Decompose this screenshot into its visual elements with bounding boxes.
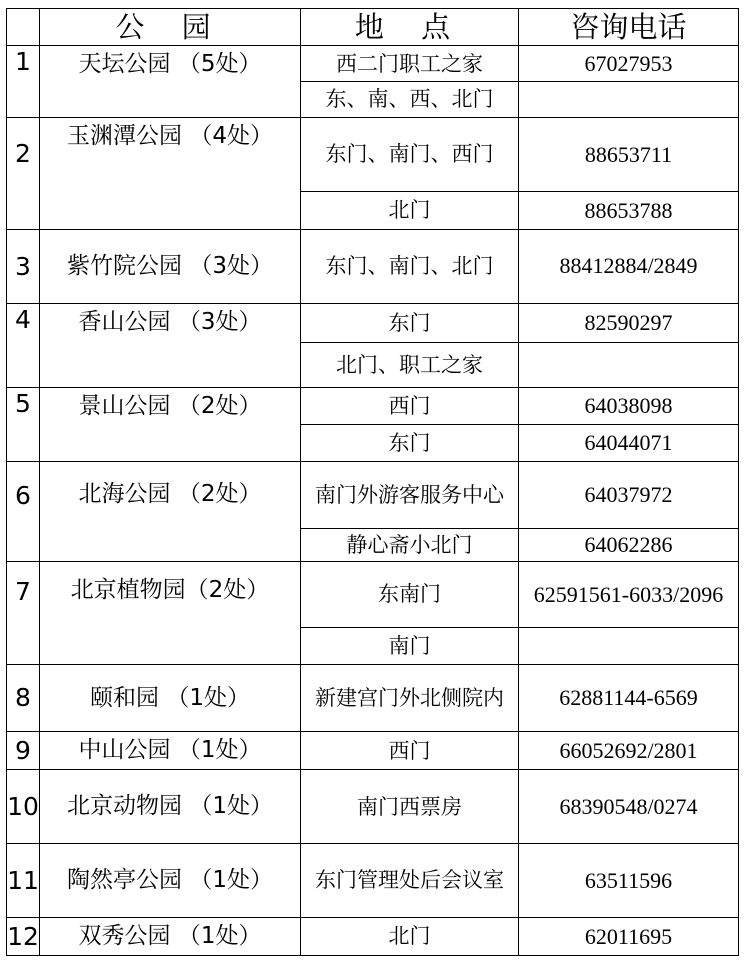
row-number: 1 xyxy=(7,46,40,118)
phone-cell xyxy=(519,627,739,664)
header-number xyxy=(7,9,40,46)
location-cell: 东门 xyxy=(301,303,519,342)
header-park: 公 园 xyxy=(40,9,301,46)
location-cell: 东门、南门、北门 xyxy=(301,229,519,303)
table-row xyxy=(7,303,739,342)
row-number: 6 xyxy=(7,461,40,562)
park-name: 颐和园 （1处） xyxy=(40,664,301,732)
row-number: 11 xyxy=(7,844,40,918)
park-name: 天坛公园 （5处） xyxy=(40,46,301,118)
location-cell: 北门、职工之家 xyxy=(301,342,519,387)
row-number: 5 xyxy=(7,387,40,461)
park-name: 香山公园 （3处） xyxy=(40,303,301,387)
table-row xyxy=(7,229,739,303)
phone-cell: 88653788 xyxy=(519,191,739,229)
phone-cell: 63511596 xyxy=(519,844,739,918)
location-cell: 北门 xyxy=(301,191,519,229)
table-row xyxy=(7,118,739,192)
phone-cell: 66052692/2801 xyxy=(519,732,739,770)
phone-cell xyxy=(519,342,739,387)
row-number: 4 xyxy=(7,303,40,387)
park-name: 中山公园 （1处） xyxy=(40,732,301,770)
header-phone: 咨询电话 xyxy=(519,9,739,46)
phone-cell: 64062286 xyxy=(519,529,739,562)
location-cell: 东南门 xyxy=(301,562,519,628)
row-number: 10 xyxy=(7,770,40,844)
table-row xyxy=(7,387,739,424)
phone-cell: 88653711 xyxy=(519,118,739,192)
location-cell: 西二门职工之家 xyxy=(301,46,519,82)
row-number: 12 xyxy=(7,917,40,955)
header-row xyxy=(7,9,739,46)
park-name: 陶然亭公园 （1处） xyxy=(40,844,301,918)
phone-cell: 68390548/0274 xyxy=(519,770,739,844)
park-name: 北海公园 （2处） xyxy=(40,461,301,562)
phone-cell: 67027953 xyxy=(519,46,739,82)
location-cell: 南门 xyxy=(301,627,519,664)
park-name: 北京植物园（2处） xyxy=(40,562,301,665)
park-name: 玉渊潭公园 （4处） xyxy=(40,118,301,230)
row-number: 3 xyxy=(7,229,40,303)
phone-cell: 82590297 xyxy=(519,303,739,342)
phone-cell: 62881144-6569 xyxy=(519,664,739,732)
phone-cell xyxy=(519,82,739,118)
phone-cell: 62011695 xyxy=(519,917,739,955)
table-row xyxy=(7,732,739,770)
park-contact-table xyxy=(6,8,739,956)
row-number: 9 xyxy=(7,732,40,770)
park-name: 紫竹院公园 （3处） xyxy=(40,229,301,303)
location-cell: 南门外游客服务中心 xyxy=(301,461,519,529)
table-row xyxy=(7,844,739,918)
table-row xyxy=(7,770,739,844)
location-cell: 西门 xyxy=(301,387,519,424)
location-cell: 北门 xyxy=(301,917,519,955)
phone-cell: 64038098 xyxy=(519,387,739,424)
phone-cell: 64037972 xyxy=(519,461,739,529)
phone-cell: 88412884/2849 xyxy=(519,229,739,303)
row-number: 2 xyxy=(7,118,40,230)
table-row xyxy=(7,461,739,529)
phone-cell: 64044071 xyxy=(519,424,739,461)
park-name: 北京动物园 （1处） xyxy=(40,770,301,844)
phone-cell: 62591561-6033/2096 xyxy=(519,562,739,628)
location-cell: 静心斋小北门 xyxy=(301,529,519,562)
location-cell: 东门 xyxy=(301,424,519,461)
row-number: 8 xyxy=(7,664,40,732)
location-cell: 南门西票房 xyxy=(301,770,519,844)
header-location: 地 点 xyxy=(301,9,519,46)
park-name: 双秀公园 （1处） xyxy=(40,917,301,955)
table-row xyxy=(7,917,739,955)
location-cell: 东、南、西、北门 xyxy=(301,82,519,118)
row-number: 7 xyxy=(7,562,40,665)
location-cell: 新建宫门外北侧院内 xyxy=(301,664,519,732)
location-cell: 东门、南门、西门 xyxy=(301,118,519,192)
location-cell: 东门管理处后会议室 xyxy=(301,844,519,918)
location-cell: 西门 xyxy=(301,732,519,770)
table-row xyxy=(7,664,739,732)
park-name: 景山公园 （2处） xyxy=(40,387,301,461)
table-row xyxy=(7,46,739,82)
table-row xyxy=(7,562,739,628)
